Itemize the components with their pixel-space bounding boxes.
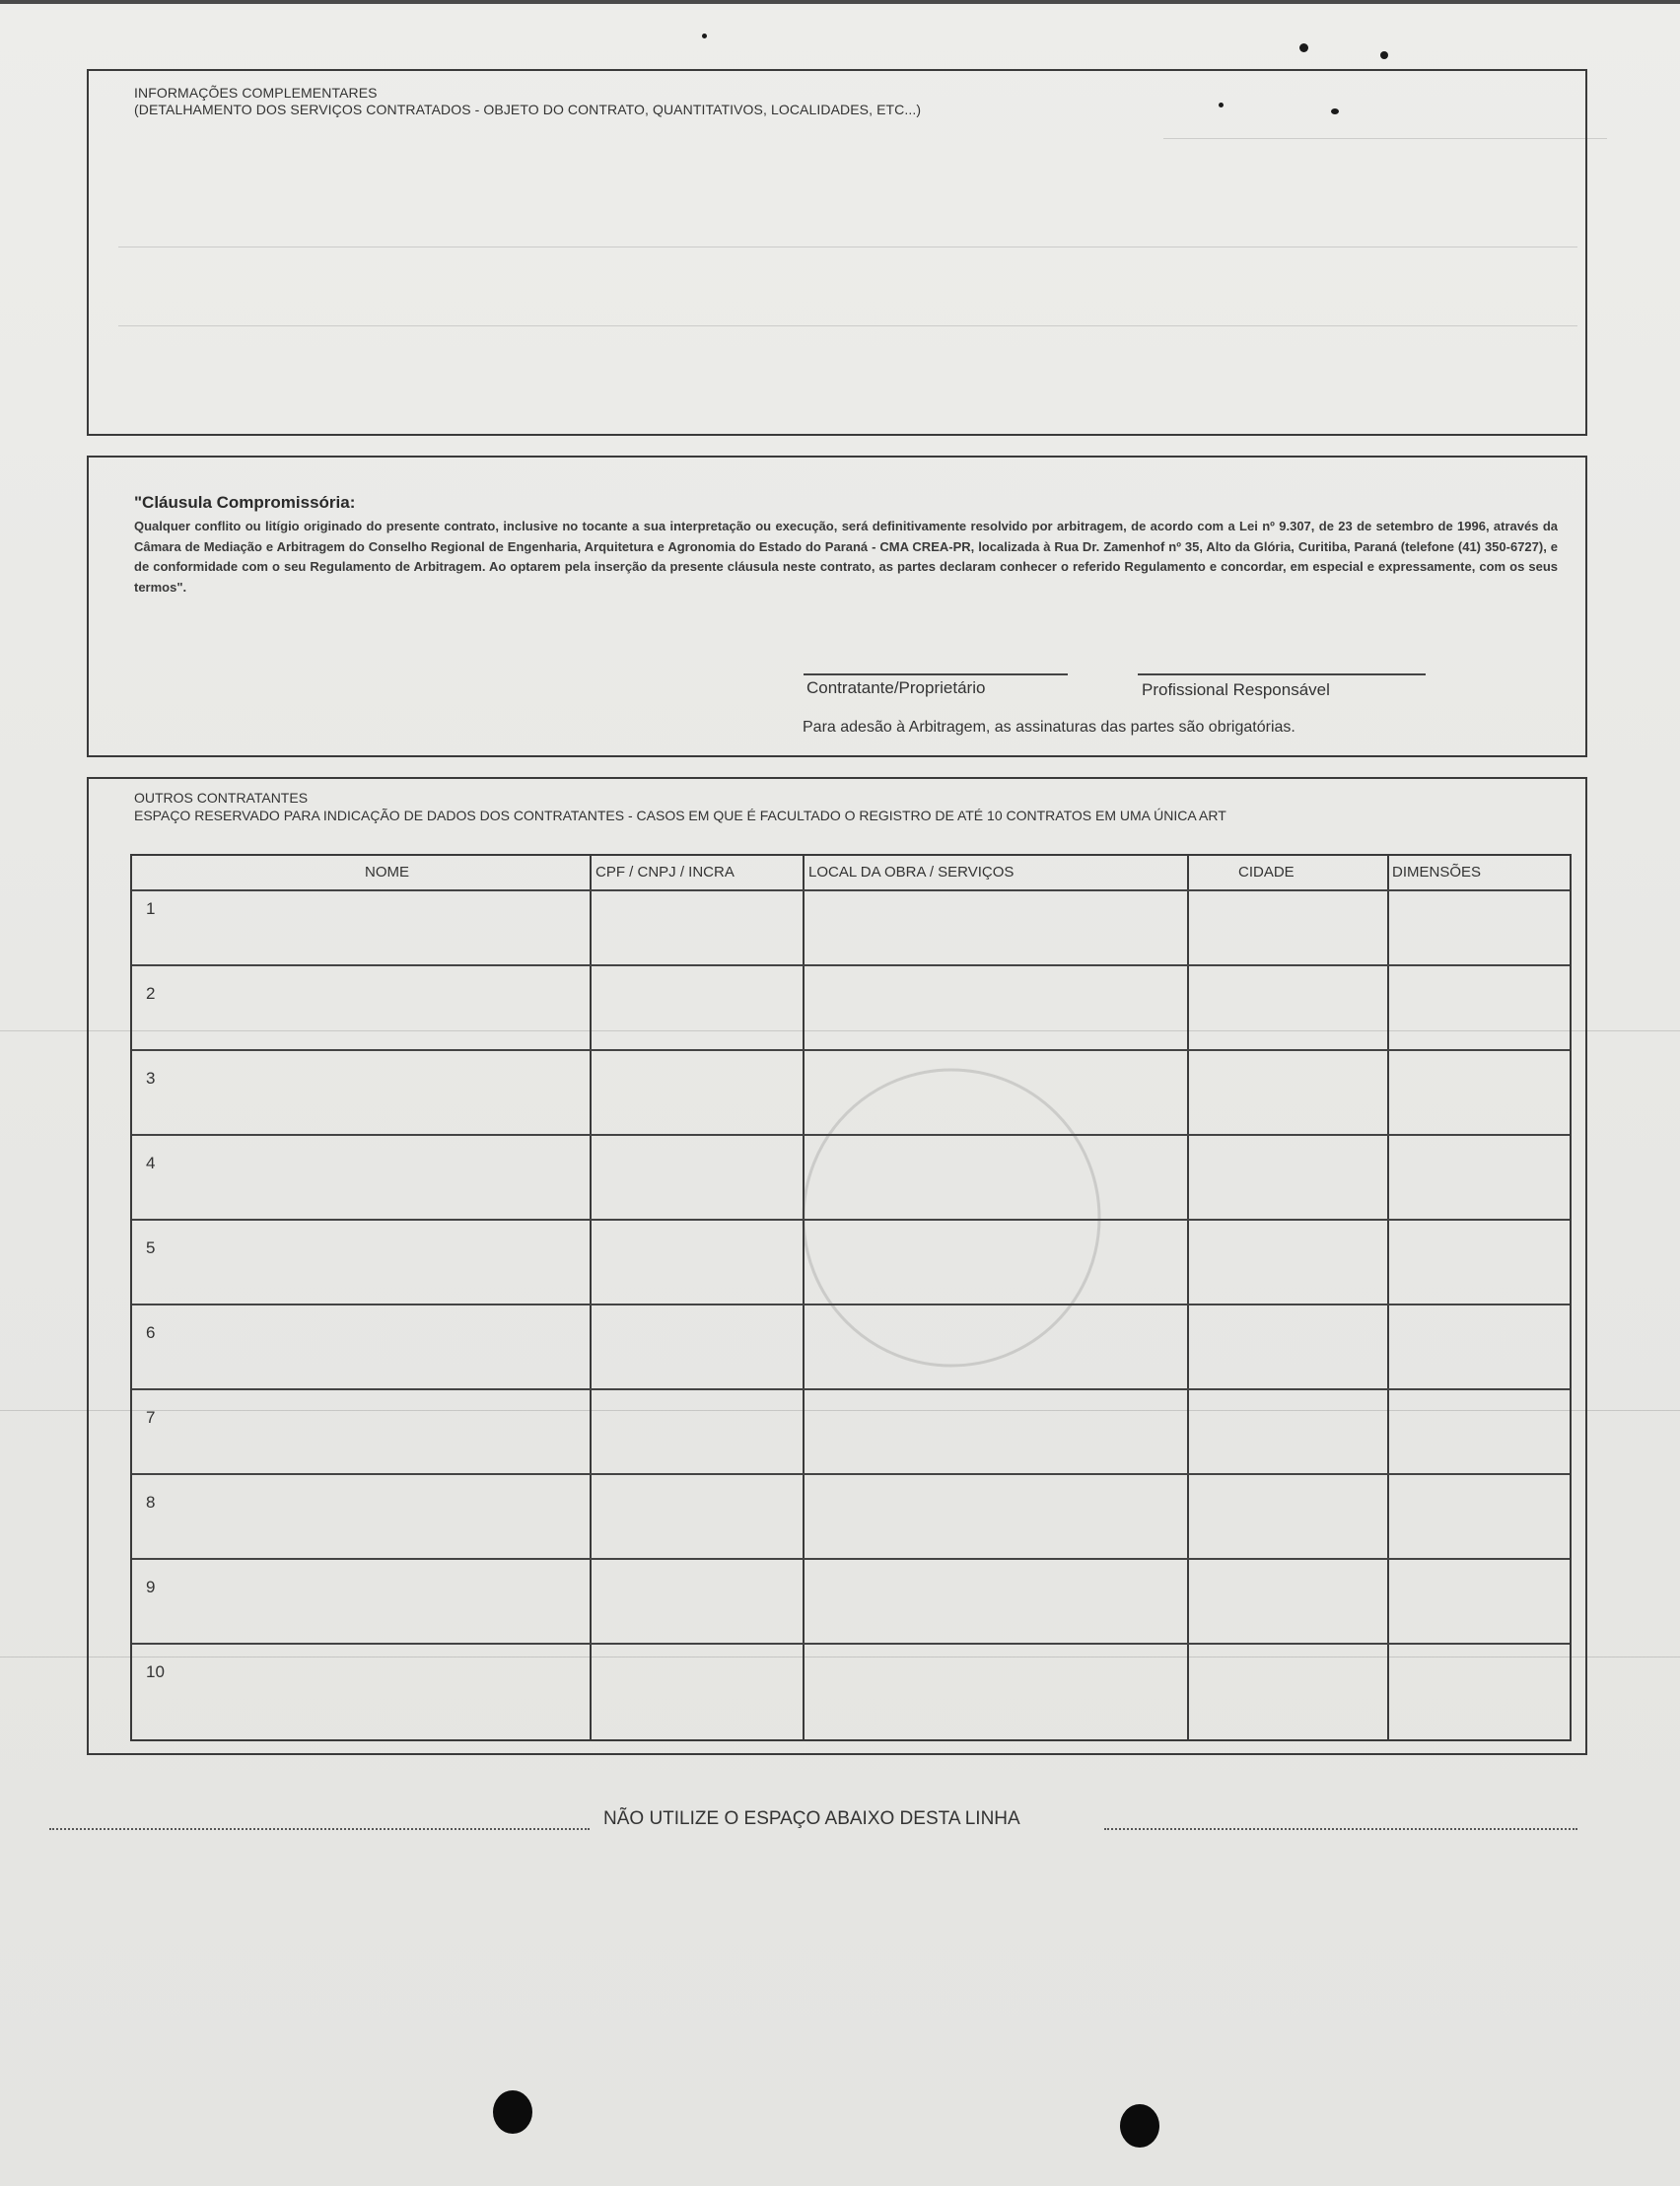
column-header-cidade: CIDADE [1238, 864, 1295, 881]
table-column-divider [1187, 856, 1189, 1739]
others-title-line1: OUTROS CONTRATANTES [134, 790, 309, 806]
signature-label-contractor: Contratante/Proprietário [806, 678, 986, 697]
others-title [134, 789, 1226, 824]
row-divider [132, 1643, 1570, 1645]
row-number: 7 [146, 1408, 156, 1427]
scan-speck [702, 34, 707, 38]
scan-speck [1299, 43, 1308, 52]
punch-hole-left [493, 2090, 532, 2134]
clausula-compromissoria-box [87, 456, 1587, 757]
signature-line-professional [1138, 673, 1426, 675]
clause-body: Qualquer conflito ou litígio originado do presente contrato, inclusive no tocante a sua interpretação ou execução, será definitivamente resolvido por arbitragem, de acordo com a Lei nº 9.307, de 23 de setembro de 1996, através da Câmara de Mediação e Arbitragem do Conselho Regional de Engenharia, Arquitetura e Agronomia do Estado do Paraná - CMA CREA-PR, localizada à Rua Dr. Zamenhof nº 35, Alto da Glória, Curitiba, Paraná (telefone (41) 350-6727), e de conformidade com o seu Regulamento de Arbitragem. Ao optarem pela inserção da presente cláusula neste contrato, as partes declaram conhecer o referido Regulamento e concordar, em especial e expressamente, com os seus termos". [134, 519, 1558, 595]
row-number: 6 [146, 1323, 156, 1342]
signature-label-professional: Profissional Responsável [1142, 680, 1330, 699]
others-title-line2: ESPAÇO RESERVADO PARA INDICAÇÃO DE DADOS DOS CONTRATANTES - CASOS EM QUE É FACULTADO O REGISTRO DE ATÉ 10 CONTRATOS EM UMA ÚNICA ART [134, 808, 1226, 823]
row-number: 8 [146, 1493, 156, 1512]
row-number: 10 [146, 1662, 165, 1681]
table-column-divider [590, 856, 592, 1739]
row-divider [132, 964, 1570, 966]
scan-edge [0, 0, 1680, 4]
scan-speck [1331, 108, 1339, 114]
info-title-line2: (DETALHAMENTO DOS SERVIÇOS CONTRATADOS - OBJETO DO CONTRATO, QUANTITATIVOS, LOCALIDADES, ETC...) [134, 102, 922, 117]
row-divider [132, 1558, 1570, 1560]
arbitration-note: Para adesão à Arbitragem, as assinaturas das partes são obrigatórias. [803, 719, 1295, 736]
row-number: 9 [146, 1578, 156, 1596]
row-divider [132, 1388, 1570, 1390]
row-number: 5 [146, 1238, 156, 1257]
stamp-bleed-through [789, 1055, 1114, 1380]
column-header-local-obra: LOCAL DA OBRA / SERVIÇOS [808, 864, 1015, 881]
clause-heading: "Cláusula Compromissória: [134, 493, 356, 512]
punch-hole-right [1120, 2104, 1159, 2148]
scan-speck [1219, 103, 1224, 107]
info-complementares-box [87, 69, 1587, 436]
row-number: 1 [146, 899, 156, 918]
row-number: 4 [146, 1154, 156, 1172]
row-number: 3 [146, 1069, 156, 1088]
row-divider [132, 1473, 1570, 1475]
column-header-dimensoes: DIMENSÕES [1392, 864, 1482, 881]
table-column-divider [1387, 856, 1389, 1739]
row-number: 2 [146, 984, 156, 1003]
footer-notice: NÃO UTILIZE O ESPAÇO ABAIXO DESTA LINHA [603, 1808, 1020, 1829]
column-header-cpf-cnpj-incra: CPF / CNPJ / INCRA [595, 864, 735, 881]
header-row-divider [132, 889, 1570, 891]
column-header-nome: NOME [365, 864, 409, 881]
footer-dotted-line-right [1104, 1828, 1577, 1830]
signature-line-contractor [804, 673, 1068, 675]
info-title-line1: INFORMAÇÕES COMPLEMENTARES [134, 85, 378, 101]
info-complementares-title [134, 85, 921, 118]
footer-dotted-line-left [49, 1828, 590, 1830]
row-divider [132, 1049, 1570, 1051]
scan-speck [1380, 51, 1388, 59]
